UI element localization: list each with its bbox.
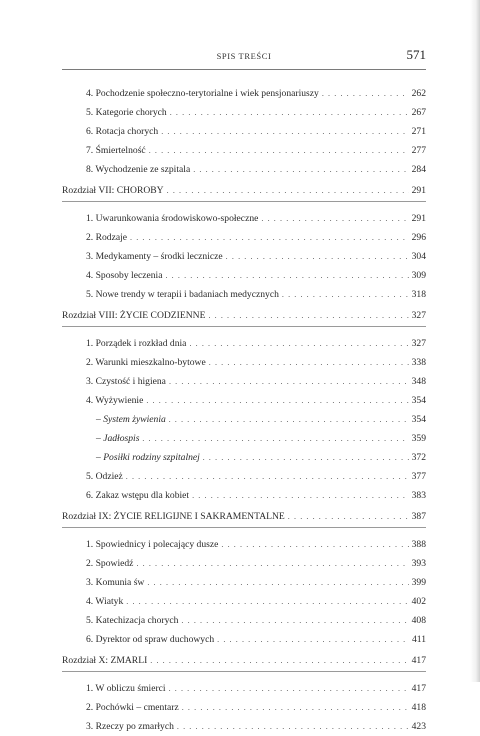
dot-leader xyxy=(146,391,408,410)
running-head: SPIS TREŚCI xyxy=(216,51,272,61)
dot-leader xyxy=(226,247,409,266)
toc-entry xyxy=(62,698,426,717)
toc-entry-page: 284 xyxy=(411,164,426,175)
toc-entry-page: 291 xyxy=(411,185,426,196)
dot-leader xyxy=(169,372,409,391)
toc-chapter-entry xyxy=(62,651,426,672)
toc-entry-page: 267 xyxy=(411,107,426,118)
toc-entry xyxy=(62,535,426,554)
toc-entry-page: 408 xyxy=(411,615,426,626)
toc-entry-page: 418 xyxy=(411,702,426,713)
dot-leader xyxy=(147,573,408,592)
toc-entry xyxy=(62,209,426,228)
toc-entry-page: 348 xyxy=(411,376,426,387)
toc-entry-title: Rozdział VII: CHOROBY xyxy=(62,185,164,196)
toc-entry-page: 271 xyxy=(411,126,426,137)
toc-entry-page: 304 xyxy=(411,251,426,262)
toc-entry-title: 2. Spowiedź xyxy=(86,558,134,569)
dot-leader xyxy=(136,554,408,573)
toc-entry-title: – Posiłki rodziny szpitalnej xyxy=(96,452,200,463)
toc-entry xyxy=(62,285,426,304)
dot-leader xyxy=(161,122,408,141)
table-of-contents xyxy=(62,84,426,736)
dot-leader xyxy=(322,84,409,103)
toc-entry xyxy=(62,160,426,179)
toc-entry xyxy=(62,122,426,141)
toc-subsection-entry xyxy=(62,448,426,467)
toc-entry xyxy=(62,84,426,103)
toc-entry-title: 4. Pochodzenie społeczno-terytorialne i wiek pensjonariuszy xyxy=(86,88,319,99)
toc-entry-title: 1. Porządek i rozkład dnia xyxy=(86,338,187,349)
toc-entry xyxy=(62,103,426,122)
dot-leader xyxy=(130,228,409,247)
toc-entry-page: 354 xyxy=(411,414,426,425)
toc-entry-title: 3. Czystość i higiena xyxy=(86,376,166,387)
toc-entry-page: 393 xyxy=(411,558,426,569)
dot-leader xyxy=(193,160,408,179)
dot-leader xyxy=(192,486,409,505)
toc-entry xyxy=(62,486,426,505)
toc-entry-title: 4. Wiatyk xyxy=(86,596,124,607)
toc-subsection-entry xyxy=(62,410,426,429)
toc-entry-page: 296 xyxy=(411,232,426,243)
toc-entry-page: 327 xyxy=(411,310,426,321)
dot-leader xyxy=(177,717,409,736)
toc-entry-page: 262 xyxy=(411,88,426,99)
dot-leader xyxy=(167,181,409,200)
dot-leader xyxy=(203,448,409,467)
toc-entry-page: 372 xyxy=(411,452,426,463)
dot-leader xyxy=(169,410,409,429)
toc-entry-page: 411 xyxy=(411,634,426,645)
toc-entry-page: 377 xyxy=(411,471,426,482)
toc-entry-page: 338 xyxy=(411,357,426,368)
toc-entry xyxy=(62,717,426,736)
toc-entry-title: 6. Dyrektor od spraw duchowych xyxy=(86,634,215,645)
toc-entry xyxy=(62,353,426,372)
dot-leader xyxy=(126,592,408,611)
dot-leader xyxy=(282,285,409,304)
toc-entry-title: 2. Warunki mieszkalno-bytowe xyxy=(86,357,206,368)
toc-entry-title: 5. Katechizacja chorych xyxy=(86,615,179,626)
dot-leader xyxy=(181,611,408,630)
toc-entry-title: – System żywienia xyxy=(96,414,166,425)
toc-entry-title: Rozdział IX: ŻYCIE RELIGIJNE I SAKRAMENTALNE xyxy=(62,511,285,522)
toc-entry xyxy=(62,554,426,573)
toc-entry xyxy=(62,611,426,630)
toc-entry-title: 7. Śmiertelność xyxy=(86,145,146,156)
toc-entry-title: 6. Zakaz wstępu dla kobiet xyxy=(86,490,190,501)
toc-entry xyxy=(62,630,426,649)
dot-leader xyxy=(221,535,408,554)
dot-leader xyxy=(217,630,409,649)
toc-entry-title: Rozdział X: ZMARLI xyxy=(62,655,148,666)
toc-entry-title: 3. Rzeczy po zmarłych xyxy=(86,721,174,732)
toc-entry-page: 399 xyxy=(411,577,426,588)
toc-entry-page: 277 xyxy=(411,145,426,156)
toc-entry-title: 4. Sposoby leczenia xyxy=(86,270,163,281)
toc-entry-page: 359 xyxy=(411,433,426,444)
toc-entry-page: 291 xyxy=(411,213,426,224)
toc-entry-title: 1. Spowiednicy i polecający dusze xyxy=(86,539,219,550)
dot-leader xyxy=(170,103,409,122)
toc-entry xyxy=(62,467,426,486)
page-header xyxy=(62,47,426,70)
toc-entry xyxy=(62,573,426,592)
toc-entry-title: 3. Komunia św xyxy=(86,577,145,588)
dot-leader xyxy=(209,353,409,372)
toc-entry-page: 318 xyxy=(411,289,426,300)
dot-leader xyxy=(261,209,408,228)
dot-leader xyxy=(150,651,408,670)
toc-entry-title: 1. W obliczu śmierci xyxy=(86,683,166,694)
toc-entry xyxy=(62,391,426,410)
toc-entry-title: 5. Nowe trendy w terapii i badaniach medycznych xyxy=(86,289,279,300)
toc-entry-page: 309 xyxy=(411,270,426,281)
toc-entry-title: 6. Rotacja chorych xyxy=(86,126,159,137)
toc-entry-page: 402 xyxy=(411,596,426,607)
toc-entry-title: Rozdział VIII: ŻYCIE CODZIENNE xyxy=(62,310,206,321)
toc-entry-title: 3. Medykamenty – środki lecznicze xyxy=(86,251,223,262)
toc-entry-title: – Jadłospis xyxy=(96,433,140,444)
toc-entry-title: 4. Wyżywienie xyxy=(86,395,144,406)
toc-entry xyxy=(62,228,426,247)
toc-entry-title: 2. Rodzaje xyxy=(86,232,128,243)
dot-leader xyxy=(126,467,409,486)
page-edge-shadow xyxy=(470,0,480,682)
toc-entry-title: 8. Wychodzenie ze szpitala xyxy=(86,164,191,175)
toc-entry-page: 383 xyxy=(411,490,426,501)
toc-entry-title: 5. Kategorie chorych xyxy=(86,107,167,118)
dot-leader xyxy=(182,698,409,717)
toc-entry xyxy=(62,334,426,353)
toc-chapter-entry xyxy=(62,181,426,202)
toc-entry-title: 1. Uwarunkowania środowiskowo-społeczne xyxy=(86,213,259,224)
dot-leader xyxy=(149,141,409,160)
toc-entry-title: 5. Odzież xyxy=(86,471,123,482)
toc-entry-page: 417 xyxy=(411,683,426,694)
toc-subsection-entry xyxy=(62,429,426,448)
dot-leader xyxy=(165,266,408,285)
page-number: 571 xyxy=(406,47,426,62)
toc-entry xyxy=(62,372,426,391)
toc-entry-page: 423 xyxy=(411,721,426,732)
dot-leader xyxy=(288,507,409,526)
toc-entry-page: 417 xyxy=(411,655,426,666)
toc-chapter-entry xyxy=(62,507,426,528)
toc-entry-page: 327 xyxy=(411,338,426,349)
dot-leader xyxy=(142,429,408,448)
toc-entry xyxy=(62,247,426,266)
toc-entry-title: 2. Pochówki – cmentarz xyxy=(86,702,179,713)
toc-entry-page: 388 xyxy=(411,539,426,550)
toc-entry xyxy=(62,592,426,611)
toc-entry xyxy=(62,141,426,160)
toc-entry xyxy=(62,266,426,285)
dot-leader xyxy=(189,334,408,353)
toc-chapter-entry xyxy=(62,306,426,327)
dot-leader xyxy=(208,306,408,325)
toc-entry-page: 387 xyxy=(411,511,426,522)
toc-entry-page: 354 xyxy=(411,395,426,406)
